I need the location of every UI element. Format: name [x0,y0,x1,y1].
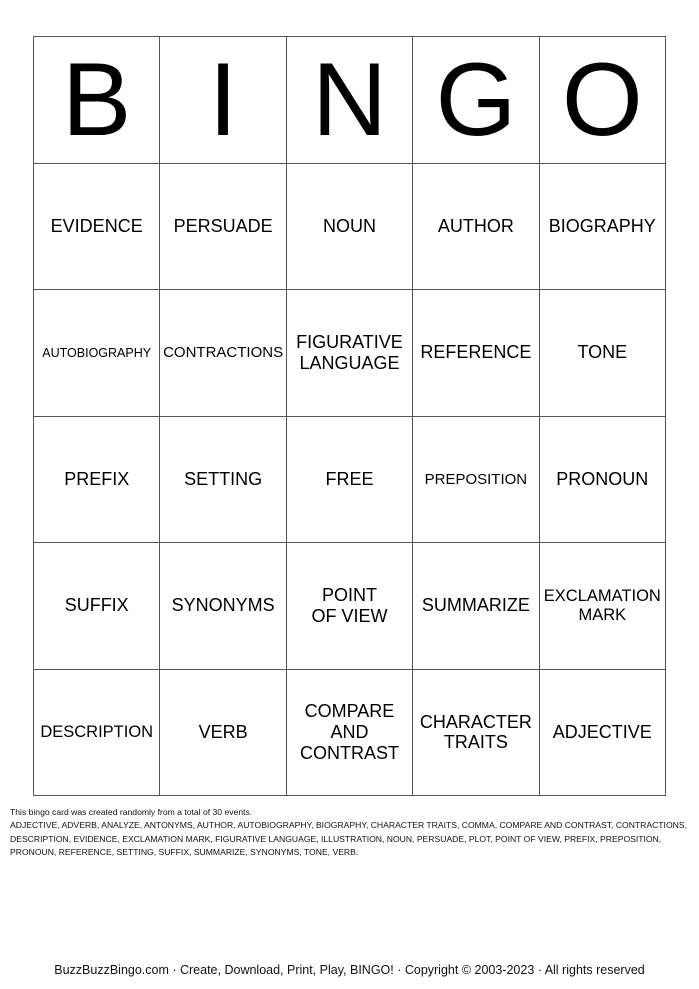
bingo-cell: ADJECTIVE [540,670,666,797]
bingo-cell: REFERENCE [413,290,539,417]
header-letter-i: I [160,37,286,164]
note-intro: This bingo card was created randomly from a total of 30 events. [10,807,253,817]
header-letter-b: B [34,37,160,164]
bingo-cell: BIOGRAPHY [540,164,666,291]
bingo-card [33,36,666,796]
header-letter-g: G [413,37,539,164]
bingo-cell: PERSUADE [160,164,286,291]
bingo-cell: SUFFIX [34,543,160,670]
bingo-cell: CONTRACTIONS [160,290,286,417]
bingo-cell: AUTOBIOGRAPHY [34,290,160,417]
bingo-cell: PREPOSITION [413,417,539,544]
bingo-cell: SETTING [160,417,286,544]
note-events: ADJECTIVE, ADVERB, ANALYZE, ANTONYMS, AUTHOR, AUTOBIOGRAPHY, BIOGRAPHY, CHARACTER TRAITS, COMMA, COMPARE AND CONTRAST, CONTRACTIONS, DESCRIPTION, EVIDENCE, EXCLAMATION MARK, FIGURATIVE LANGUAGE, ILLUSTRATION, NOUN, PERSUADE, PLOT, POINT OF VIEW, PREFIX, PREPOSITION, PRONOUN, REFERENCE, SETTING, SUFFIX, SUMMARIZE, SYNONYMS, TONE, VERB. [10,820,687,857]
bingo-cell: AUTHOR [413,164,539,291]
free-space-cell: FREE [287,417,413,544]
bingo-cell: NOUN [287,164,413,291]
header-letter-n: N [287,37,413,164]
bingo-cell: FIGURATIVE LANGUAGE [287,290,413,417]
bingo-cell: PREFIX [34,417,160,544]
event-list-note [10,806,690,859]
header-letter-o: O [540,37,666,164]
bingo-cell: CHARACTER TRAITS [413,670,539,797]
bingo-cell: SYNONYMS [160,543,286,670]
bingo-cell: EVIDENCE [34,164,160,291]
bingo-cell: EXCLAMATION MARK [540,543,666,670]
bingo-cell: DESCRIPTION [34,670,160,797]
bingo-cell: PRONOUN [540,417,666,544]
bingo-cell: SUMMARIZE [413,543,539,670]
copyright-footer: BuzzBuzzBingo.com · Create, Download, Print, Play, BINGO! · Copyright © 2003-2023 · All rights reserved [54,963,645,977]
bingo-cell: TONE [540,290,666,417]
bingo-cell: VERB [160,670,286,797]
bingo-cell: COMPARE AND CONTRAST [287,670,413,797]
bingo-cell: POINT OF VIEW [287,543,413,670]
